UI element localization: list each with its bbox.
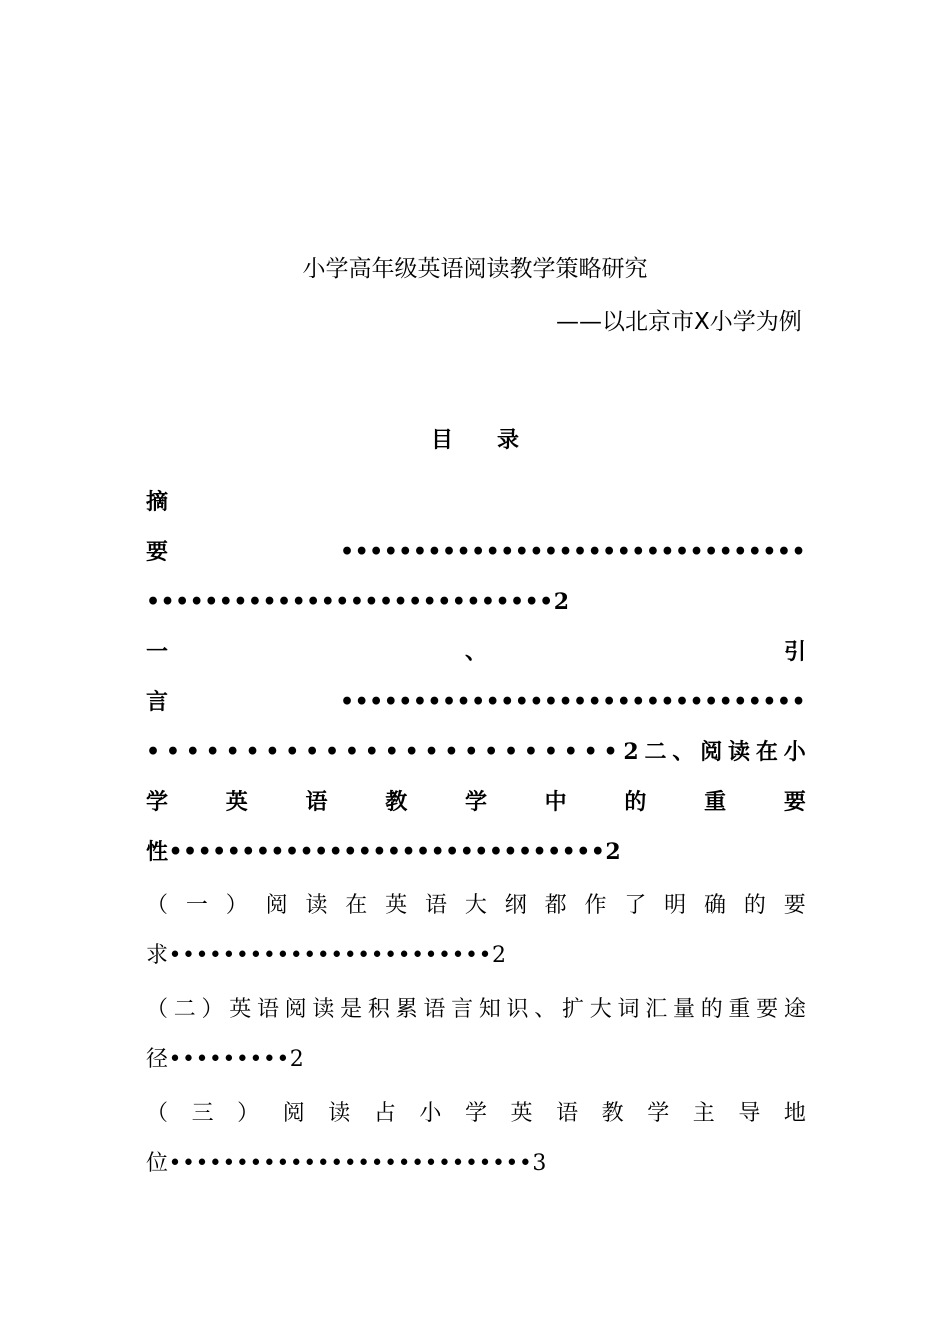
toc-char: 都 [544, 893, 567, 918]
toc-line-abstract-1: 摘 [146, 489, 169, 515]
toc-char: 确 [704, 893, 727, 918]
toc-char: • [305, 739, 320, 765]
toc-line-text: 性••••••••••••••••••••••••••••••2 [146, 839, 622, 865]
toc-char: 大 [464, 893, 487, 918]
toc-char: 量 [672, 997, 695, 1022]
toc-char: 英 [510, 1101, 533, 1126]
toc-leader-dots: •••••••••••••••••••••••••••••••• [340, 539, 806, 565]
toc-line-abstract-page [146, 584, 570, 620]
toc-char: • [165, 739, 180, 765]
toc-char: • [464, 739, 479, 765]
toc-char: 语 [305, 789, 328, 815]
toc-char: 阅 [282, 1101, 305, 1126]
toc-char: 读 [305, 893, 328, 918]
toc-char: 读 [328, 1101, 351, 1126]
toc-char: 要 [783, 789, 806, 815]
toc-char: • [285, 739, 300, 765]
toc-char: 小 [419, 1101, 442, 1126]
toc-char: 累 [395, 997, 418, 1022]
toc-char: 阅 [700, 739, 723, 765]
toc-char: 教 [601, 1101, 624, 1126]
toc-line-section-1b [146, 938, 506, 974]
toc-char: 一 [185, 893, 208, 918]
toc-char: 要 [783, 893, 806, 918]
toc-char: 学 [146, 789, 169, 815]
toc-line-section-2a [146, 992, 806, 1028]
toc-heading-char: 录 [497, 427, 520, 453]
toc-char: 小 [783, 739, 806, 765]
toc-char: 阅 [265, 893, 288, 918]
toc-char: 的 [700, 997, 723, 1022]
toc-label: 要 [146, 539, 169, 565]
toc-char: • [325, 739, 340, 765]
toc-line-text: 位•••••••••••••••••••••••••••3 [146, 1151, 547, 1176]
toc-char: 在 [345, 893, 368, 918]
toc-char: 途 [783, 997, 806, 1022]
toc-char: 知 [478, 997, 501, 1022]
toc-char: • [523, 739, 538, 765]
toc-char: 纲 [504, 893, 527, 918]
toc-char: 读 [728, 739, 751, 765]
toc-label: 言 [146, 689, 169, 715]
toc-char: 教 [385, 789, 408, 815]
toc-char: 词 [617, 997, 640, 1022]
toc-heading-char: 目 [430, 427, 453, 453]
toc-char: 学 [464, 789, 487, 815]
toc-char: • [404, 739, 419, 765]
toc-char: 积 [367, 997, 390, 1022]
toc-char: 二 [173, 997, 196, 1022]
toc-char: • [504, 739, 519, 765]
toc-char: 三 [191, 1101, 214, 1126]
toc-char: 2 [623, 739, 639, 765]
toc-char: ） [237, 1101, 260, 1126]
document-subtitle: ——以北京市X小学为例 [556, 309, 802, 335]
toc-char: 、 [464, 639, 487, 665]
toc-line-text: 径•••••••••2 [146, 1047, 305, 1072]
toc-char: • [245, 739, 260, 765]
toc-line-intro-2 [146, 684, 806, 720]
toc-char: 语 [256, 997, 279, 1022]
toc-char: 语 [423, 997, 446, 1022]
toc-char: 学 [647, 1101, 670, 1126]
toc-char: 引 [783, 639, 806, 665]
toc-char: 二 [644, 739, 667, 765]
toc-char: ） [201, 997, 224, 1022]
toc-heading [0, 424, 950, 456]
toc-line-abstract-2 [146, 534, 806, 570]
toc-char: 重 [704, 789, 727, 815]
toc-leader-dots: •••••••••••••••••••••••••••••••• [340, 689, 806, 715]
toc-char: • [225, 739, 240, 765]
toc-char: • [603, 739, 618, 765]
toc-char: • [484, 739, 499, 765]
toc-char: 扩 [562, 997, 585, 1022]
toc-char: 占 [373, 1101, 396, 1126]
toc-char: • [444, 739, 459, 765]
toc-char: 英 [225, 789, 248, 815]
toc-char: 作 [584, 893, 607, 918]
toc-char: 、 [672, 739, 695, 765]
toc-char: 英 [385, 893, 408, 918]
toc-char: 明 [664, 893, 687, 918]
toc-line-importance-2 [146, 834, 621, 870]
toc-line-intro-page [146, 734, 806, 770]
toc-char: 地 [783, 1101, 806, 1126]
toc-char: 、 [534, 997, 557, 1022]
toc-char: • [543, 739, 558, 765]
toc-line-intro-1 [146, 634, 806, 670]
toc-char: • [424, 739, 439, 765]
toc-char: • [384, 739, 399, 765]
toc-leader-dots-page: ••••••••••••••••••••••••••••2 [146, 589, 570, 615]
toc-char: 语 [556, 1101, 579, 1126]
toc-line-section-2b [146, 1042, 304, 1078]
toc-line-section-1a [146, 888, 806, 924]
toc-char: 导 [738, 1101, 761, 1126]
toc-line-section-3b [146, 1146, 547, 1182]
toc-char: （ [146, 893, 169, 918]
toc-char: 学 [464, 1101, 487, 1126]
toc-line-text: 求••••••••••••••••••••••••2 [146, 943, 507, 968]
toc-char: 阅 [284, 997, 307, 1022]
toc-char: • [205, 739, 220, 765]
toc-char: 一 [146, 639, 169, 665]
toc-char: • [185, 739, 200, 765]
toc-char: 识 [506, 997, 529, 1022]
toc-char: 中 [544, 789, 567, 815]
toc-char: • [265, 739, 280, 765]
toc-char: 在 [755, 739, 778, 765]
toc-char: 英 [229, 997, 252, 1022]
toc-char: 大 [589, 997, 612, 1022]
toc-char: • [563, 739, 578, 765]
toc-char: 的 [743, 893, 766, 918]
toc-char: • [583, 739, 598, 765]
toc-char: 读 [312, 997, 335, 1022]
toc-char: 重 [728, 997, 751, 1022]
toc-char: 言 [451, 997, 474, 1022]
toc-char: • [344, 739, 359, 765]
document-title: 小学高年级英语阅读教学策略研究 [302, 256, 648, 282]
toc-char: 语 [425, 893, 448, 918]
toc-char: 要 [756, 997, 779, 1022]
toc-char: （ [146, 997, 169, 1022]
toc-char: 的 [624, 789, 647, 815]
toc-char: 主 [692, 1101, 715, 1126]
toc-char: 是 [340, 997, 363, 1022]
toc-char: 了 [624, 893, 647, 918]
toc-char: ） [225, 893, 248, 918]
toc-char: （ [146, 1101, 169, 1126]
toc-line-importance-1 [146, 784, 806, 820]
toc-char: • [146, 739, 161, 765]
toc-char: 汇 [645, 997, 668, 1022]
toc-char: • [364, 739, 379, 765]
toc-line-section-3a [146, 1096, 806, 1132]
